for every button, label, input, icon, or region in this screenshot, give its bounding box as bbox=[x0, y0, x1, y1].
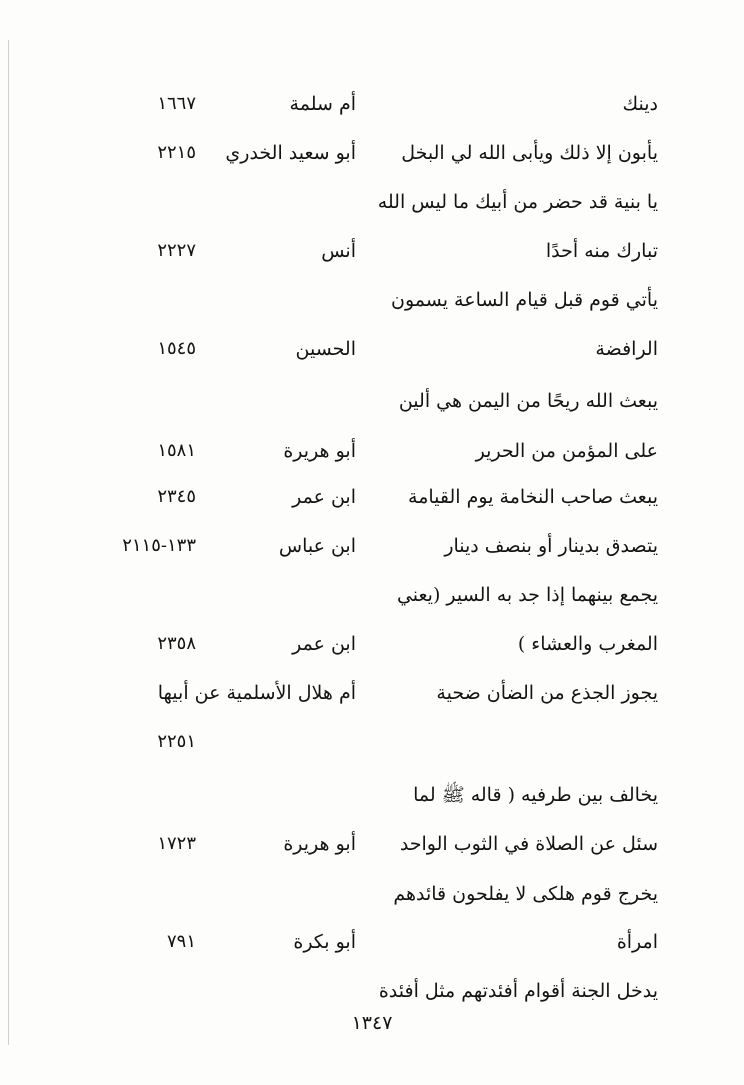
hadith-text: يتصدق بدينار أو بنصف دينار bbox=[444, 535, 658, 557]
narrator: أبو هريرة bbox=[283, 833, 356, 855]
index-row bbox=[0, 280, 744, 320]
hadith-text: يبعث الله ريحًا من اليمن هي ألين bbox=[398, 390, 658, 412]
index-row bbox=[0, 182, 744, 222]
narrator: أبو سعيد الخدري bbox=[225, 142, 356, 164]
hadith-text: يدخل الجنة أقوام أفئدتهم مثل أفئدة bbox=[378, 980, 658, 1002]
hadith-number: ٧٩١ bbox=[166, 931, 196, 952]
hadith-text: امرأة bbox=[616, 931, 658, 953]
index-row bbox=[0, 922, 744, 962]
narrator: أبو هريرة bbox=[283, 440, 356, 462]
hadith-text: تبارك منه أحدًا bbox=[545, 240, 658, 262]
index-row bbox=[0, 971, 744, 1011]
hadith-number: ١٦٦٧ bbox=[157, 93, 196, 114]
hadith-text: يأبون إلا ذلك ويأبى الله لي البخل bbox=[401, 142, 658, 164]
narrator: أبو بكرة bbox=[293, 931, 356, 953]
hadith-text: سئل عن الصلاة في الثوب الواحد bbox=[399, 833, 658, 855]
hadith-text: دينك bbox=[622, 93, 658, 115]
narrator: ابن عمر bbox=[292, 486, 356, 508]
hadith-number: ٢٣٤٥ bbox=[157, 486, 196, 507]
hadith-text: المغرب والعشاء ) bbox=[517, 633, 658, 655]
narrator: أم سلمة bbox=[289, 93, 356, 115]
narrator: الحسين bbox=[295, 338, 356, 360]
index-row bbox=[0, 329, 744, 369]
index-row bbox=[0, 381, 744, 421]
index-row bbox=[0, 231, 744, 271]
hadith-number: ٢٢١٥ bbox=[157, 142, 196, 163]
hadith-text: يخرج قوم هلكى لا يفلحون قائدهم bbox=[393, 883, 658, 905]
index-row bbox=[0, 431, 744, 471]
index-row bbox=[0, 133, 744, 173]
index-row bbox=[0, 624, 744, 664]
hadith-text: يجوز الجذع من الضأن ضحية bbox=[436, 682, 658, 704]
index-row bbox=[0, 722, 744, 762]
hadith-text: يجمع بينهما إذا جد به السير (يعني bbox=[396, 584, 658, 606]
index-row bbox=[0, 84, 744, 124]
hadith-number: ١٧٢٣ bbox=[157, 833, 196, 854]
narrator: ابن عباس bbox=[278, 535, 356, 557]
index-row bbox=[0, 526, 744, 566]
hadith-text: يا بنية قد حضر من أبيك ما ليس الله bbox=[377, 191, 658, 213]
hadith-number: ١٥٤٥ bbox=[157, 338, 196, 359]
hadith-number: ٢٢٥١ bbox=[157, 731, 196, 752]
index-row bbox=[0, 874, 744, 914]
hadith-text: يأتي قوم قبل قيام الساعة يسمون bbox=[391, 289, 658, 311]
page-number: ١٣٤٧ bbox=[351, 1012, 393, 1034]
hadith-number: ٢٢٢٧ bbox=[157, 240, 196, 261]
index-row bbox=[0, 824, 744, 864]
narrator: ابن عمر bbox=[292, 633, 356, 655]
hadith-text: يخالف بين طرفيه ( قاله ﷺ لما bbox=[413, 784, 658, 806]
hadith-text: يبعث صاحب النخامة يوم القيامة bbox=[408, 486, 658, 508]
index-row bbox=[0, 575, 744, 615]
hadith-text: على المؤمن من الحرير bbox=[475, 440, 658, 462]
index-row bbox=[0, 775, 744, 815]
hadith-number: ١٥٨١ bbox=[157, 440, 196, 461]
narrator: أم هلال الأسلمية عن أبيها bbox=[157, 682, 356, 704]
hadith-number: ٢٣٥٨ bbox=[157, 633, 196, 654]
narrator: أنس bbox=[321, 240, 356, 262]
index-row bbox=[0, 673, 744, 713]
index-row bbox=[0, 477, 744, 517]
hadith-number: ١٣٣-٢١١٥ bbox=[122, 535, 196, 556]
hadith-text: الرافضة bbox=[595, 338, 658, 360]
